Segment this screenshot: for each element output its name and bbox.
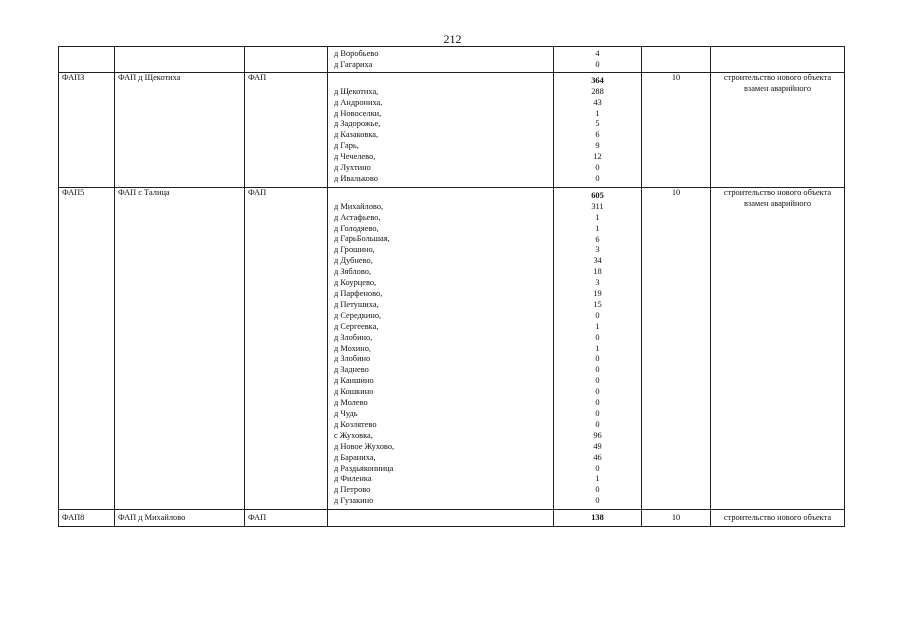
village-value: 49 (593, 441, 602, 451)
village-name: д Дубнево, (334, 256, 373, 266)
village-value: 0 (595, 496, 600, 506)
village-name: д Заднево (334, 365, 369, 375)
village-value: 34 (593, 256, 602, 266)
village-value: 3 (595, 278, 600, 288)
village-name: д Раздьяконница (334, 463, 394, 473)
village-name: д Воробьево (334, 49, 379, 58)
village-name: д Петрово (334, 485, 371, 495)
village-value: 0 (595, 409, 600, 418)
village-value: 1 (595, 212, 600, 222)
village-value: 6 (595, 234, 600, 244)
total-population: 364 (591, 75, 604, 85)
villages-cell (328, 187, 554, 509)
village-name: д Сергеевка, (334, 321, 379, 331)
village-value: 46 (593, 452, 602, 462)
village-name: д Грошино, (334, 245, 375, 255)
population-cell (554, 510, 642, 527)
village-value: 1 (595, 343, 600, 353)
capacity-cell (642, 47, 711, 73)
facility-name: ФАП д Михайлово (115, 510, 245, 527)
note-cell: строительство нового объекта (711, 510, 845, 527)
type-cell (245, 47, 328, 73)
facility-name: ФАП с Талица (115, 187, 245, 509)
spacer (331, 191, 550, 202)
village-name: д Михайлово, (334, 201, 384, 211)
facility-code: ФАП5 (59, 187, 115, 509)
total-population: 605 (591, 190, 604, 200)
total-population: 138 (591, 513, 604, 523)
facility-name: ФАП д Щекотиха (115, 72, 245, 187)
village-value: 0 (595, 310, 600, 320)
population-cell (554, 47, 642, 73)
village-value: 5 (595, 119, 600, 129)
village-value: 0 (595, 419, 600, 429)
village-name: д ГарьБольшая, (334, 234, 390, 244)
village-name: д Злобино, (334, 332, 373, 342)
village-value: 0 (595, 173, 600, 183)
village-value: 43 (593, 97, 602, 107)
village-name: д Астафьево, (334, 212, 381, 222)
facility-type: ФАП (245, 187, 328, 509)
village-name: д Гагариха (334, 59, 373, 69)
village-name: д Середкино, (334, 310, 382, 320)
village-name: д Коурцево, (334, 278, 377, 288)
village-value: 15 (593, 299, 602, 309)
spacer (331, 76, 550, 87)
note-cell: строительство нового объекта взамен аварийного (711, 187, 845, 509)
village-name: с Жуховка, (334, 430, 373, 440)
village-value: 0 (595, 354, 600, 364)
village-name: д Гарь, (334, 141, 359, 151)
village-value: 0 (595, 332, 600, 342)
note-cell: строительство нового объекта взамен аварийного (711, 72, 845, 187)
population-cell (554, 187, 642, 509)
village-name: д Петушиха, (334, 299, 379, 309)
village-value: 311 (591, 201, 604, 211)
village-name: д Бараниха, (334, 452, 376, 462)
name-cell (115, 47, 245, 73)
village-name: д Филенка (334, 474, 372, 484)
village-name: д Парфеново, (334, 289, 383, 299)
capacity-cell: 10 (642, 510, 711, 527)
village-value: 9 (595, 141, 600, 151)
village-value: 0 (595, 59, 600, 69)
village-value: 4 (595, 49, 600, 58)
village-value: 12 (593, 152, 602, 162)
facility-row (59, 72, 845, 187)
village-name: д Новоселки, (334, 108, 382, 118)
village-value: 0 (595, 398, 600, 408)
village-name: д Щекотиха, (334, 86, 379, 96)
village-name: д Мохино, (334, 343, 372, 353)
village-value: 18 (593, 267, 602, 277)
page-number: 212 (443, 32, 462, 46)
village-value: 0 (595, 485, 600, 495)
facility-type: ФАП (245, 510, 328, 527)
village-name: д Новое Жухово, (334, 441, 395, 451)
villages-cell (328, 510, 554, 527)
facility-row (59, 510, 845, 527)
facility-row (59, 187, 845, 509)
facilities-table (58, 46, 845, 527)
village-value: 6 (595, 130, 600, 140)
villages-cell (328, 47, 554, 73)
village-name: д Кошкино (334, 387, 374, 397)
village-value: 3 (595, 245, 600, 255)
village-name: д Злобино (334, 354, 371, 364)
village-name: д Молево (334, 398, 368, 408)
village-name: д Козлятево (334, 419, 377, 429)
continuation-row (59, 47, 845, 73)
village-value: 1 (595, 223, 600, 233)
village-value: 288 (591, 86, 604, 96)
village-value: 1 (595, 321, 600, 331)
village-value: 0 (595, 387, 600, 397)
capacity-cell: 10 (642, 72, 711, 187)
village-name: д Голодяево, (334, 223, 379, 233)
capacity-cell: 10 (642, 187, 711, 509)
code-cell (59, 47, 115, 73)
village-value: 0 (595, 163, 600, 173)
villages-cell (328, 72, 554, 187)
village-name: д Ивальково (334, 173, 378, 183)
village-name: д Лухтино (334, 163, 371, 173)
village-value: 0 (595, 463, 600, 473)
spacer (331, 513, 550, 524)
facility-type: ФАП (245, 72, 328, 187)
village-name: д Андрониха, (334, 97, 383, 107)
village-name: д Казаковка, (334, 130, 379, 140)
note-cell (711, 47, 845, 73)
facility-code: ФАП8 (59, 510, 115, 527)
village-value: 1 (595, 474, 600, 484)
village-name: д Зяблово, (334, 267, 372, 277)
population-cell (554, 72, 642, 187)
village-name: д Каншино (334, 376, 374, 386)
village-name: д Чудь (334, 408, 358, 418)
facility-code: ФАП3 (59, 72, 115, 187)
village-value: 0 (595, 376, 600, 386)
village-name: д Чечелево, (334, 152, 376, 162)
village-value: 1 (595, 108, 600, 118)
village-value: 96 (593, 430, 602, 440)
village-value: 0 (595, 365, 600, 375)
village-value: 19 (593, 289, 602, 299)
village-name: д Гузакино (334, 496, 374, 506)
village-name: д Задорожье, (334, 119, 381, 129)
